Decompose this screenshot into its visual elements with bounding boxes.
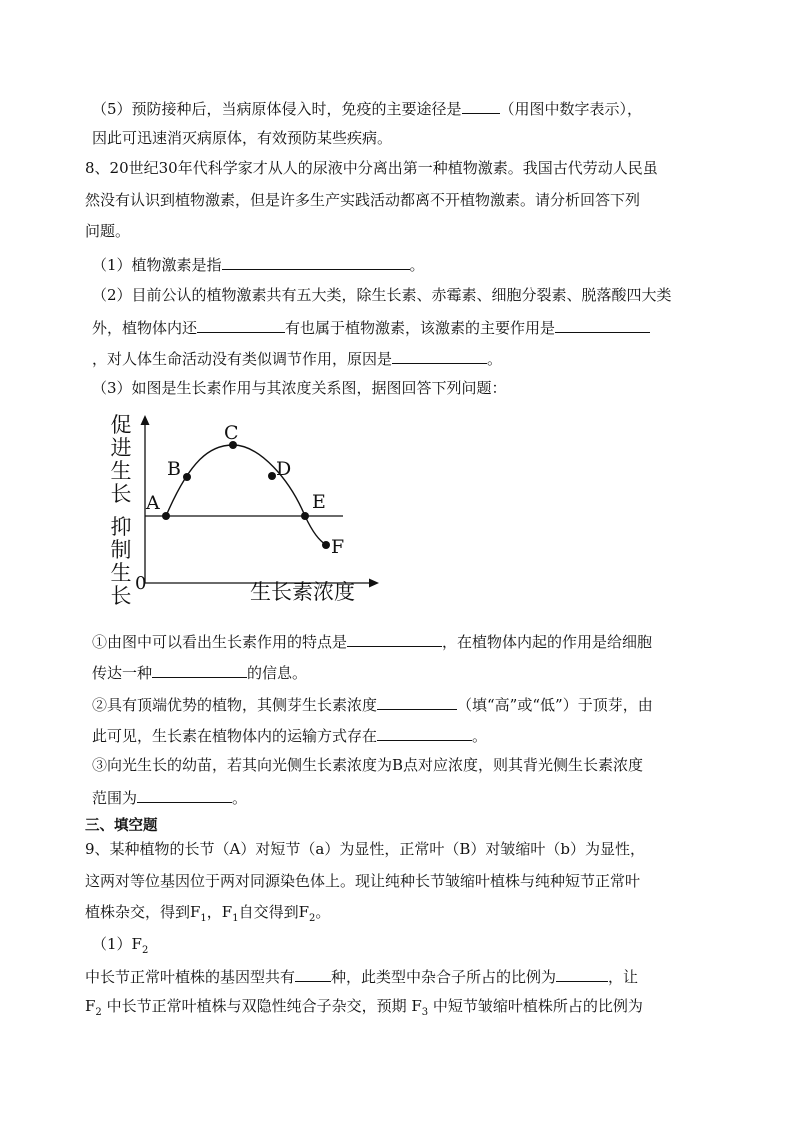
auxin-concentration-graph xyxy=(95,405,385,615)
answer-blank[interactable] xyxy=(377,724,472,741)
answer-blank[interactable] xyxy=(197,316,285,333)
answer-blank[interactable] xyxy=(295,965,331,982)
q8-intro-line3: 问题。 xyxy=(85,222,131,240)
q8-c2-line1: ②具有顶端优势的植物，其侧芽生长素浓度 （填“高”或“低”）于顶芽，由 xyxy=(92,693,653,715)
q8-sub2-line3: ，对人体生命活动没有类似调节作用，原因是 。 xyxy=(92,347,502,369)
y-label-inhibit-2: 制 xyxy=(110,538,132,562)
answer-blank[interactable] xyxy=(462,97,500,114)
q8-c2-line2: 此可见，生长素在植物体内的运输方式存在 。 xyxy=(92,724,487,746)
q9-line5: 中长节正常叶植株的基因型共有 种，此类型中杂合子所占的比例为 ，让 xyxy=(85,965,638,987)
label-e: E xyxy=(312,491,326,513)
q7-part5-line1: （5）预防接种后，当病原体侵入时，免疫的主要途径是 （用图中数字表示）， xyxy=(92,97,642,119)
y-label-promote-1: 促 xyxy=(110,413,132,437)
answer-blank[interactable] xyxy=(556,965,608,982)
answer-blank[interactable] xyxy=(392,347,487,364)
y-axis-arrow xyxy=(141,415,150,425)
y-label-promote-2: 进 xyxy=(110,436,132,460)
answer-blank[interactable] xyxy=(222,253,410,270)
section-heading: 三、填空题 xyxy=(85,818,158,834)
q8-sub2-line2: 外，植物体内还 有也属于植物激素，该激素的主要作用是 xyxy=(92,316,650,338)
y-label-inhibit-1: 抑 xyxy=(110,515,132,539)
y-label-inhibit-3: 生 xyxy=(110,561,132,585)
point-a xyxy=(162,512,170,520)
answer-blank[interactable] xyxy=(555,316,650,333)
q8-sub3-line: （3）如图是生长素作用与其浓度关系图，据图回答下列问题： xyxy=(92,379,507,397)
q8-c3-line2: 范围为 。 xyxy=(92,786,247,808)
growth-curve xyxy=(166,445,326,545)
q9-sub1-line: $(1)F_2$ xyxy=(92,935,149,956)
q9-line2: 这两对等位基因位于两对同源染色体上。现让纯种长节皱缩叶植株与纯种短节正常叶 xyxy=(85,872,641,890)
q8-c3-line1: ③向光生长的幼苗，若其向光侧生长素浓度为B点对应浓度，则其背光侧生长素浓度 xyxy=(92,756,644,774)
answer-blank[interactable] xyxy=(377,693,457,710)
q8-sub1-line: （1）植物激素是指 。 xyxy=(92,253,425,275)
y-label-promote-4: 长 xyxy=(110,482,132,506)
q8-sub2-line1: （2）目前公认的植物激素共有五大类，除生长素、赤霉素、细胞分裂素、脱落酸四大类 xyxy=(92,286,672,304)
q9-line1: 9、某种植物的长节（A）对短节（a）为显性，正常叶（B）对皱缩叶（b）为显性， xyxy=(85,840,645,858)
q9-line3: 植株杂交，得到$F_1$，$F_1$自交得到$F_2$。 xyxy=(85,903,331,924)
q8-c1-line1: ①由图中可以看出生长素作用的特点是 ，在植物体内起的作用是给细胞 xyxy=(92,630,652,652)
answer-blank[interactable] xyxy=(347,630,442,647)
q7-part5-line2: 因此可迅速消灭病原体，有效预防某些疾病。 xyxy=(92,129,393,147)
point-d xyxy=(268,472,276,480)
label-f: F xyxy=(331,536,345,558)
origin-label: 0 xyxy=(135,573,147,594)
label-b: B xyxy=(167,458,181,480)
point-e xyxy=(301,512,309,520)
label-a: A xyxy=(146,492,160,514)
label-c: C xyxy=(224,422,239,444)
y-label-inhibit-4: 长 xyxy=(110,584,132,608)
y-label-promote-3: 生 xyxy=(110,459,132,483)
q8-intro-line1: 8、20世纪30年代科学家才从人的尿液中分离出第一种植物激素。我国古代劳动人民虽 xyxy=(85,159,658,177)
label-d: D xyxy=(276,458,292,480)
answer-blank[interactable] xyxy=(137,786,232,803)
x-axis-arrow xyxy=(369,579,379,588)
q8-c1-line2: 传达一种 的信息。 xyxy=(92,661,307,683)
answer-blank[interactable] xyxy=(152,661,247,678)
q9-line6: $F_2$ 中长节正常叶植株与双隐性纯合子杂交，预期 $F_3$ 中短节皱缩叶植株所占的比例为 xyxy=(85,997,643,1018)
point-b xyxy=(183,473,191,481)
x-axis-label: 生长素浓度 xyxy=(250,580,355,604)
point-f xyxy=(322,541,330,549)
q8-intro-line2: 然没有认识到植物激素，但是许多生产实践活动都离不开植物激素。请分析回答下列 xyxy=(85,191,641,209)
